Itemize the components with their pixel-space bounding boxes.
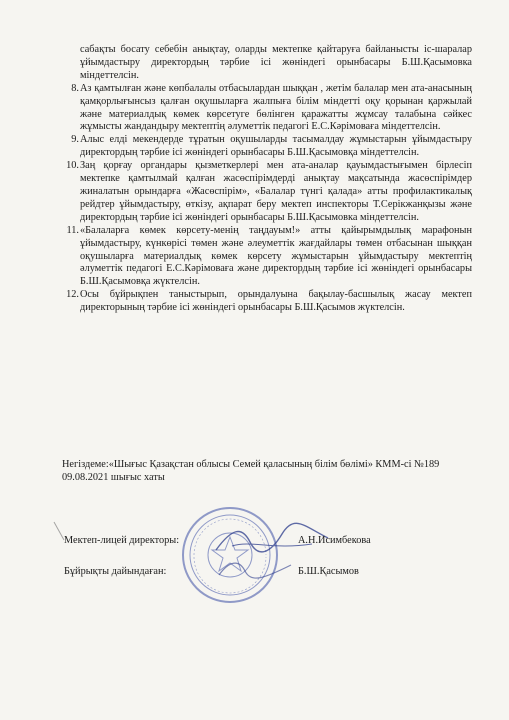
order-item-9 [71,134,472,160]
order-item-text: «Балаларға көмек көрсету-менің таңдауым!» атты қайырымдылық марафонын ұйымдастыру, күнкөрісі төмен және әлеуметтік жағдайлары төмен отбасынан шыққан оқушыларға материалдық көмек көрсету жұмыстарын ұйымдастыру мектептің әлуметтік педагогі Е.С.Кәрімоваға және директордың тәрбие ісі жөніндегі орынбасары Б.Ш.Қасымовқа жүктелсін. [80,224,472,288]
order-item-8 [71,82,472,135]
order-item-text: Алыс елді мекендерде тұратын оқушыларды тасымалдау жұмыстарын ұйымдастыру директордың тәрбие ісі жөніндегі орынбасары Б.Ш.Қасымовқа міндеттелсін. [80,134,472,159]
order-item-11 [66,224,472,290]
order-item-number: 11. [66,224,79,236]
order-item-text: Заң қорғау органдары қызметкерлері мен ата-аналар қауымдастығымен бірлесіп мектепке қамтылмай қалған жасөспірімдерді анықтау мақсатында жасөспірімдер жиналатын орындарға «Жасөспірім», «Балалар түнгі қалада» атты профилактикалық рейдтер ұйымдастыру, өткізу, ақпарат беру мектеп инспекторы Т.Серікжанқызы және директордың тәрбие ісі жөніндегі орынбасары Б.Ш.Қасымовка міндеттелсін. [80,160,472,223]
preparer-title: Бұйрықты дайындаған: [64,566,167,577]
order-item-12 [66,289,472,315]
preparer-signature-icon [215,555,295,583]
order-item-continuation [80,44,472,83]
order-items [66,44,472,315]
order-item-number: 8. [71,82,79,94]
order-item-10 [66,160,472,225]
preparer-name: Б.Ш.Қасымов [298,566,359,577]
director-title: Мектеп-лицей директоры: [64,535,180,546]
director-name: А.Н.Исимбекова [298,535,371,546]
order-item-number: 12. [66,289,79,301]
order-item-text: Осы бұйрықпен таныстырып, орындалуына бақылау-басшылық жасау мектеп директорының тәрбие ісі жөніндегі орынбасары Б.Ш.Қасымов жүктелсін. [80,289,472,314]
order-item-text: сабақты босату себебін анықтау, оларды мектепке қайтаруға байланысты іс-шаралар ұйымдастыру директордың тәрбие ісі жөніндегі орынбасары Б.Ш.Қасымовка міндеттелсін. [80,44,472,81]
order-item-number: 10. [66,160,79,172]
basis-note: Негіздеме:«Шығыс Қазақстан облысы Семей қаласының білім бөлімі» КММ-сі №189 09.08.2021 шығыс хаты [62,459,440,484]
order-item-number: 9. [71,134,79,146]
order-item-text: Аз қамтылған және көпбалалы отбасылардан шыққан , жетім балалар мен ата-анасының қамқорлығынсыз қалған оқушыларға жалпыға білім міндетті оқу қорынан қаржылай және материалдық көмек көрсетуге бөлінген қаражатты жұмсау талабына сәйкес жұмысты жандандыру мектептің әлуметтік педагогі Е.С.Кәрімоваға міндеттелсін. [80,82,472,133]
